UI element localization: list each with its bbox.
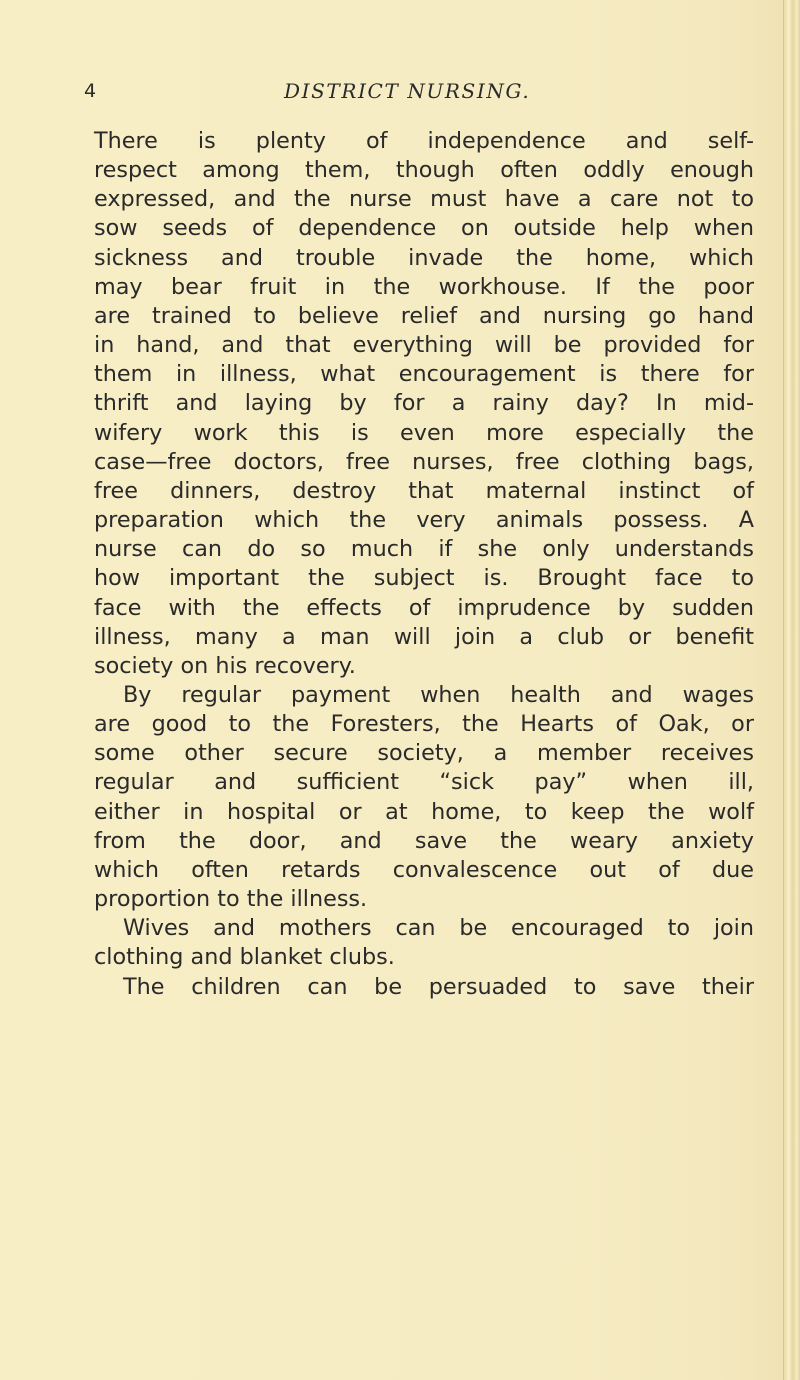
text-line: nurse can do so much if she only understands [94,536,754,563]
text-line: them in illness, what encouragement is there for [94,361,754,388]
text-line: wifery work this is even more especially the [94,419,754,446]
page-header [84,78,704,104]
text-line: case—free doctors, free nurses, free clothing bags, [94,448,754,475]
text-line: preparation which the very animals possess. A [94,507,754,534]
text-line: from the door, and save the weary anxiety [94,827,754,854]
text-line: some other secure society, a member receives [94,740,754,767]
text-line: are trained to believe relief and nursing go hand [94,302,754,329]
body-text [94,127,754,1002]
text-line: clothing and blanket clubs. [94,944,395,971]
page-edge [783,0,800,1380]
text-line: By regular payment when health and wages [123,681,754,708]
text-line: proportion to the illness. [94,886,368,913]
text-line: sickness and trouble invade the home, which [94,244,754,271]
text-line: may bear fruit in the workhouse. If the poor [94,273,754,300]
text-line: There is plenty of independence and self- [94,128,754,154]
text-line: illness, many a man will join a club or benefit [94,623,754,650]
text-line: The children can be persuaded to save their [123,973,754,1000]
page-number: 4 [84,80,97,102]
text-line: free dinners, destroy that maternal instinct of [94,477,754,504]
text-line: Wives and mothers can be encouraged to join [123,915,754,942]
text-line: how important the subject is. Brought face to [94,565,754,592]
text-line: either in hospital or at home, to keep the wolf [94,798,754,825]
text-line: in hand, and that everything will be provided for [94,332,754,359]
text-line: sow seeds of dependence on outside help when [94,215,754,242]
text-line: regular and sufficient “sick pay” when ill, [94,769,754,796]
text-line: thrift and laying by for a rainy day? In mid- [94,390,754,417]
text-line: are good to the Foresters, the Hearts of Oak, or [94,711,754,738]
running-head: DISTRICT NURSING. [284,79,531,103]
text-line: society on his recovery. [94,652,356,679]
text-line: expressed, and the nurse must have a care not to [94,186,754,213]
text-line: face with the effects of imprudence by sudden [94,594,754,621]
text-line: which often retards convalescence out of due [94,856,754,883]
text-line: respect among them, though often oddly enough [94,157,754,184]
